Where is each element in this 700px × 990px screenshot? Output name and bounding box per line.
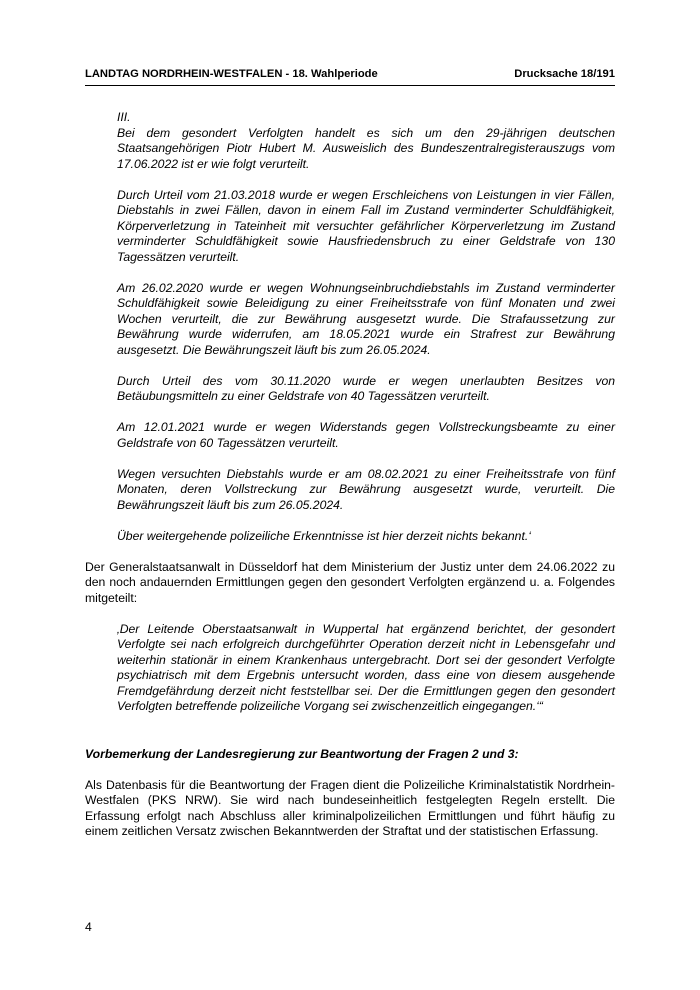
quote-section-heading: III. <box>117 110 131 124</box>
quote-block-convictions <box>117 110 615 544</box>
quote-paragraph-1: Bei dem gesondert Verfolgten handelt es sich um den 29-jährigen deutschen Staatsangehörigen Piotr Hubert M. Ausweislich des Bundeszentralregisterauszugs vom 17.06.2022 ist er wie folgt verurteilt. <box>117 125 615 171</box>
section-heading: Vorbemerkung der Landesregierung zur Beantwortung der Fragen 2 und 3: <box>85 746 519 761</box>
body-paragraph-1: Der Generalstaatsanwalt in Düsseldorf hat dem Ministerium der Justiz unter dem 24.06.2022 zu den noch andauernden Ermittlungen gegen den gesondert Verfolgten ergänzend u. a. Folgendes mitgeteilt: <box>85 559 615 605</box>
quote-paragraph-7: Über weitergehende polizeiliche Erkenntnisse ist hier derzeit nichts bekannt.‘ <box>117 528 531 543</box>
page-number: 4 <box>85 920 92 934</box>
quote-paragraph-3: Am 26.02.2020 wurde er wegen Wohnungseinbruchdiebstahls im Zustand verminderter Schuldfähigkeit sowie Beleidigung zu einer Freiheitsstrafe von fünf Monaten und zwei Wochen verurteilt, die zur Bewährung ausgesetzt wurde. Die Strafaussetzung zur Bewährung wurde widerrufen, am 18.05.2021 wurde ein Strafrest zur Bewährung ausgesetzt. Die Bewährungszeit läuft bis zum 26.05.2024. <box>117 280 615 357</box>
quote-paragraph-6: Wegen versuchten Diebstahls wurde er am 08.02.2021 zu einer Freiheitsstrafe von fünf Monaten, deren Vollstreckung zur Bewährung ausgesetzt wurde, verurteilt. Die Bewährungszeit läuft bis zum 26.05.2024. <box>117 466 615 512</box>
header-rule <box>85 85 615 86</box>
header-parliament: LANDTAG NORDRHEIN-WESTFALEN - 18. Wahlperiode <box>85 68 378 80</box>
quote-block-report <box>117 622 615 715</box>
page-header <box>85 68 615 82</box>
body-paragraph-2: Als Datenbasis für die Beantwortung der Fragen dient die Polizeiliche Kriminalstatistik Nordrhein-Westfalen (PKS NRW). Sie wird nach bundeseinheitlich festgelegten Regeln erstellt. Die Erfassung erfolgt nach Abschluss aller kriminalpolizeilichen Ermittlungen und führt häufig zu einem zeitlichen Versatz zwischen Bekanntwerden der Straftat und der statistischen Erfassung. <box>85 777 615 838</box>
quote-paragraph-2: Durch Urteil vom 21.03.2018 wurde er wegen Erschleichens von Leistungen in vier Fällen, Diebstahls in zwei Fällen, davon in einem Fall im Zustand verminderter Schuldfähigkeit, Körperverletzung in Tateinheit mit versuchter gefährlicher Körperverletzung im Zustand verminderter Schuldfähigkeit sowie Hausfriedensbruch zu einer Geldstrafe von 130 Tagessätzen verurteilt. <box>117 187 615 264</box>
quote-report-paragraph: ‚Der Leitende Oberstaatsanwalt in Wuppertal hat ergänzend berichtet, der gesondert Verfolgte sei nach erfolgreich durchgeführter Operation derzeit nicht in Lebensgefahr und weiterhin stationär in einem Krankenhaus untergebracht. Dort sei der gesondert Verfolgte psychiatrisch mit dem Ergebnis untersucht worden, dass eine von diesem ausgehende Fremdgefährdung derzeit nicht feststellbar sei. Der die Ermittlungen gegen den gesondert Verfolgten betreffende polizeiliche Vorgang sei zwischenzeitlich eingegangen.‘“ <box>117 621 615 713</box>
quote-paragraph-4: Durch Urteil des vom 30.11.2020 wurde er wegen unerlaubten Besitzes von Betäubungsmitteln zu einer Geldstrafe von 40 Tagessätzen verurteilt. <box>117 373 615 403</box>
quote-paragraph-5: Am 12.01.2021 wurde er wegen Widerstands gegen Vollstreckungsbeamte zu einer Geldstrafe von 60 Tagessätzen verurteilt. <box>117 420 615 450</box>
document-body <box>85 110 615 855</box>
header-document-number: Drucksache 18/191 <box>514 68 615 80</box>
